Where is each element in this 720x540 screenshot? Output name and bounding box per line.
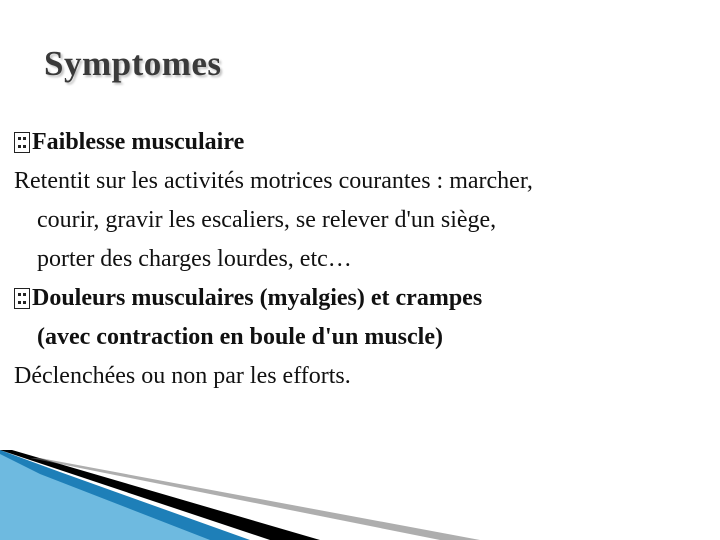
paragraph-line: courir, gravir les escaliers, se relever d'un siège, <box>37 207 497 233</box>
bullet-item-faiblesse <box>14 123 714 162</box>
slide-body <box>14 123 714 396</box>
corner-decoration <box>0 450 720 540</box>
bullet-text: Faiblesse musculaire <box>32 129 245 155</box>
paragraph-line: Déclenchées ou non par les efforts. <box>14 363 351 389</box>
paragraph-line: porter des charges lourdes, etc… <box>37 246 352 272</box>
slide-title: Symptomes <box>44 44 222 83</box>
bullet-item-douleurs <box>14 279 714 318</box>
bullet-text: Douleurs musculaires (myalgies) et crampes <box>32 285 483 311</box>
bullet-continuation-line: (avec contraction en boule d'un muscle) <box>37 324 443 350</box>
missing-glyph-bullet-icon <box>14 288 30 309</box>
missing-glyph-bullet-icon <box>14 132 30 153</box>
paragraph-line: Retentit sur les activités motrices courantes : marcher, <box>14 168 533 194</box>
